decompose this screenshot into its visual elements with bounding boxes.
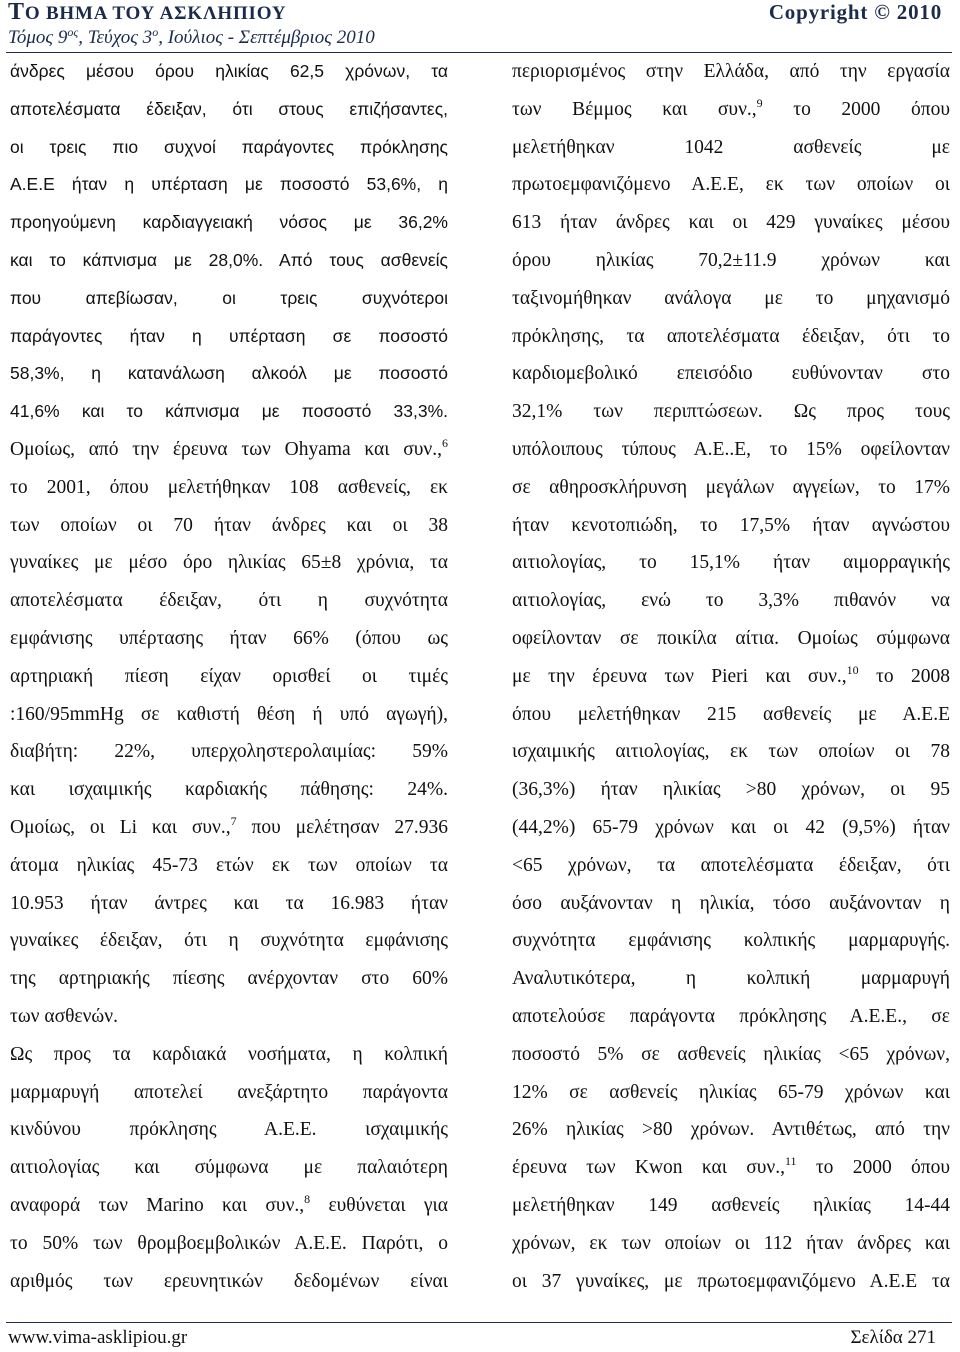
line-text: Αναλυτικότερα, η κολπική μαρμαρυγή [512,968,950,990]
text-line [512,582,950,620]
line-text: Ως προς τα καρδιακά νοσήματα, η κολπική [10,1043,448,1065]
text-line [10,696,448,734]
text-line [10,582,448,620]
text-line [512,771,950,809]
line-text: ισχαιμικής αιτιολογίας, εκ των οποίων οι 78 [512,741,950,763]
text-line [512,733,950,771]
text-line [10,1036,448,1074]
line-text: ήταν κενοτοπιώδη, το 17,5% ήταν αγνώστου [512,514,950,536]
text-line [512,393,950,431]
line-text: οι 37 γυναίκες, με πρωτοεμφανιζόμενο Α.Ε.Ε τα [512,1270,950,1292]
journal-title: ΤΟ ΒΗΜΑ ΤΟΥ ΑΣΚΛΗΠΙΟΥ [8,0,287,25]
volume-label: Τόμος 9 [8,27,68,48]
line-text: κινδύνου πρόκλησης Α.Ε.Ε. ισχαιμικής [10,1119,448,1141]
text-line [10,998,448,1036]
line-text: αιτιολογίας και σύμφωνα με παλαιότερη [10,1157,448,1179]
line-text-segment: Ομοίως, οι Li και συν., [10,816,231,838]
text-line [512,469,950,507]
copyright-notice: Copyright © 2010 [768,0,942,24]
text-line [512,204,950,242]
line-text: όρου ηλικίας 70,2±11.9 χρόνων και [512,249,950,271]
line-text-segment: Ομοίως, από την έρευνα των Ohyama και συν., [10,438,442,460]
line-text: άτομα ηλικίας 45-73 ετών εκ των οποίων τα [10,854,448,876]
footer-divider [6,1322,952,1323]
line-text: των οποίων οι 70 ήταν άνδρες και οι 38 [10,514,448,536]
text-line [10,1225,448,1263]
line-text [512,1154,950,1179]
line-text: χρόνων, εκ των οποίων οι 112 ήταν άνδρες και [512,1232,950,1254]
text-line [512,809,950,847]
text-line [10,1187,448,1225]
line-text: Α.Ε.Ε ήταν η υπέρταση με ποσοστό 53,6%, η [10,174,448,195]
text-line [10,129,448,167]
line-text: 26% ηλικίας >80 χρόνων. Αντιθέτως, από την [512,1119,950,1141]
line-text: καρδιομεβολικό επεισόδιο ευθύνονταν στο [512,363,950,385]
line-text [10,435,448,460]
line-text: αιτιολογίας, ενώ το 3,3% πιθανόν να [512,590,950,612]
line-text: μαρμαρυγή αποτελεί ανεξάρτητο παράγοντα [10,1081,448,1103]
text-line [512,355,950,393]
text-line [10,393,448,431]
text-line [10,469,448,507]
line-text: όσο αυξάνονταν η ηλικία, τόσο αυξάνονταν η [512,892,950,914]
text-line [10,1263,448,1301]
line-text: 32,1% των περιπτώσεων. Ως προς τους [512,401,950,423]
issue-ordinal: ο [152,25,159,39]
paragraph [10,1036,448,1301]
text-line [10,658,448,696]
line-text: ταξινομήθηκαν ανάλογα με το μηχανισμό [512,287,950,309]
line-text: υπόλοιπους τύπους Α.Ε..Ε, το 15% οφείλονταν [512,438,950,460]
line-text-segment: που μελέτησαν 27.936 [236,816,448,838]
text-line [512,998,950,1036]
text-line [512,922,950,960]
citation-superscript: 6 [442,435,448,450]
line-text: άνδρες μέσου όρου ηλικίας 62,5 χρόνων, τα [10,61,448,81]
line-text: γυναίκες έδειξαν, ότι η συχνότητα εμφάνισης [10,930,448,952]
text-line [512,166,950,204]
text-line [512,318,950,356]
text-line [512,847,950,885]
issue-period: , Ιούλιος - Σεπτέμβριος 2010 [158,27,375,48]
text-line [512,1074,950,1112]
text-line [512,280,950,318]
citation-superscript: 10 [846,662,859,677]
line-text-segment: το 2008 [858,665,950,687]
text-line [512,544,950,582]
line-text: μελετήθηκαν 1042 ασθενείς με [512,136,950,158]
line-text: αρτηριακή πίεση είχαν ορισθεί οι τιμές [10,665,448,687]
text-line [10,922,448,960]
text-line [10,544,448,582]
line-text: αριθμός των ερευνητικών δεδομένων είναι [10,1270,448,1292]
text-line [10,318,448,356]
text-line [10,166,448,204]
text-line [512,1149,950,1187]
right-column [512,53,950,1300]
line-text: περιορισμένος στην Ελλάδα, από την εργασία [512,61,950,82]
text-line [512,1036,950,1074]
line-text: διαβήτη: 22%, υπερχοληστερολαιμίας: 59% [10,741,448,763]
line-text: αιτιολογίας, το 15,1% ήταν αιμορραγικής [512,552,950,574]
citation-superscript: 11 [784,1154,797,1169]
paragraph [10,53,448,1036]
line-text: (44,2%) 65-79 χρόνων και οι 42 (9,5%) ήταν [512,816,950,838]
text-line [10,771,448,809]
line-text [512,95,951,120]
text-line [512,507,950,545]
issue-info [8,27,375,49]
text-line [512,242,950,280]
text-line [10,91,448,129]
line-text: 12% σε ασθενείς ηλικίας 65-79 χρόνων και [512,1081,950,1103]
text-line [10,1111,448,1149]
text-line [512,1187,950,1225]
line-text-segment: το 2000 όπου [796,1157,950,1179]
text-line [10,960,448,998]
text-line [10,1149,448,1187]
citation-superscript: 7 [230,813,237,828]
text-line [512,1111,950,1149]
volume-ordinal: ος [67,25,79,39]
line-text-segment: το 2000 όπου [762,98,951,120]
issue-number-label: , Τεύχος 3 [78,27,153,48]
line-text: 10.953 ήταν άντρες και τα 16.983 ήταν [10,892,448,914]
text-line [10,53,448,91]
line-text: 613 ήταν άνδρες και οι 429 γυναίκες μέσου [512,212,950,234]
line-text [10,1191,448,1216]
text-line [512,885,950,923]
line-text: αποτελέσματα έδειξαν, ότι στους επιζήσαντες, [10,98,448,119]
text-line [10,885,448,923]
citation-superscript: 9 [756,95,763,110]
line-text-segment: αναφορά των Marino και συν., [10,1194,305,1216]
line-text: παράγοντες ήταν η υπέρταση σε ποσοστό [10,325,448,346]
line-text [512,662,950,687]
line-text: και ισχαιμικής καρδιακής πάθησης: 24%. [10,779,448,801]
line-text-segment: έρευνα των Kwon και συν., [512,1157,785,1179]
line-text: μελετήθηκαν 149 ασθενείς ηλικίας 14-44 [512,1194,950,1216]
text-line [512,1263,950,1301]
page-number: Σελίδα 271 [850,1327,936,1348]
line-text: οφείλονταν σε ποικίλα αίτια. Ομοίως σύμφωνα [512,627,950,649]
left-column [10,53,448,1300]
line-text: 41,6% και το κάπνισμα με ποσοστό 33,3%. [10,401,448,422]
text-line [512,91,950,129]
line-text: συχνότητα εμφάνισης κολπικής μαρμαρυγής. [512,930,950,952]
text-line [10,847,448,885]
footer-url: www.vima-asklipiou.gr [8,1327,188,1348]
line-text: γυναίκες με μέσο όρο ηλικίας 65±8 χρόνια, τα [10,552,448,574]
text-line [10,355,448,393]
line-text: (36,3%) ήταν ηλικίας >80 χρόνων, οι 95 [512,779,950,801]
line-text: πρωτοεμφανιζόμενο Α.Ε.Ε, εκ των οποίων οι [512,174,950,196]
line-text: αποτελέσματα έδειξαν, ότι η συχνότητα [10,590,448,612]
text-line [512,620,950,658]
line-text: της αρτηριακής πίεσης ανέρχονταν στο 60% [10,968,448,990]
line-text: αποτελούσε παράγοντα πρόκλησης Α.Ε.Ε., σε [512,1005,950,1027]
text-line [10,280,448,318]
line-text: εμφάνισης υπέρτασης ήταν 66% (όπου ως [10,627,448,649]
line-text: σε αθηροσκλήρυνση μεγάλων αγγείων, το 17% [512,476,950,498]
line-text: που απεβίωσαν, οι τρεις συχνότεροι [10,287,448,308]
text-line [10,809,448,847]
text-line [512,431,950,469]
text-line [10,242,448,280]
line-text: <65 χρόνων, τα αποτελέσματα έδειξαν, ότι [512,854,950,876]
line-text [10,813,448,838]
line-text: και το κάπνισμα με 28,0%. Από τους ασθενείς [10,249,448,270]
citation-superscript: 8 [304,1191,311,1206]
text-line [10,620,448,658]
text-line [10,1074,448,1112]
text-line [512,53,950,91]
text-line [512,696,950,734]
text-line [10,507,448,545]
text-line [512,658,950,696]
line-text: όπου μελετήθηκαν 215 ασθενείς με Α.Ε.Ε [512,703,950,725]
line-text-segment: ευθύνεται για [310,1194,448,1216]
line-text: πρόκλησης, τα αποτελέσματα έδειξαν, ότι το [512,325,950,347]
line-text: οι τρεις πιο συχνοί παράγοντες πρόκλησης [10,136,448,157]
text-line [512,129,950,167]
text-line [512,960,950,998]
line-text-segment: με την έρευνα των Pieri και συν., [512,665,847,687]
text-line [10,733,448,771]
line-text: το 2001, όπου μελετήθηκαν 108 ασθενείς, εκ [10,476,448,498]
line-text: των ασθενών. [10,1005,118,1027]
line-text: το 50% των θρομβοεμβολικών Α.Ε.Ε. Παρότι, ο [10,1232,448,1254]
text-line [512,1225,950,1263]
text-line [10,204,448,242]
line-text: προηγούμενη καρδιαγγειακή νόσος με 36,2% [10,212,448,233]
paragraph [512,53,950,1300]
line-text: :160/95mmHg σε καθιστή θέση ή υπό αγωγή), [10,703,448,725]
line-text-segment: των Βέμμος και συν., [512,98,757,120]
line-text: 58,3%, η κατανάλωση αλκοόλ με ποσοστό [10,363,448,384]
line-text: ποσοστό 5% σε ασθενείς ηλικίας <65 χρόνων, [512,1043,950,1065]
text-line [10,431,448,469]
